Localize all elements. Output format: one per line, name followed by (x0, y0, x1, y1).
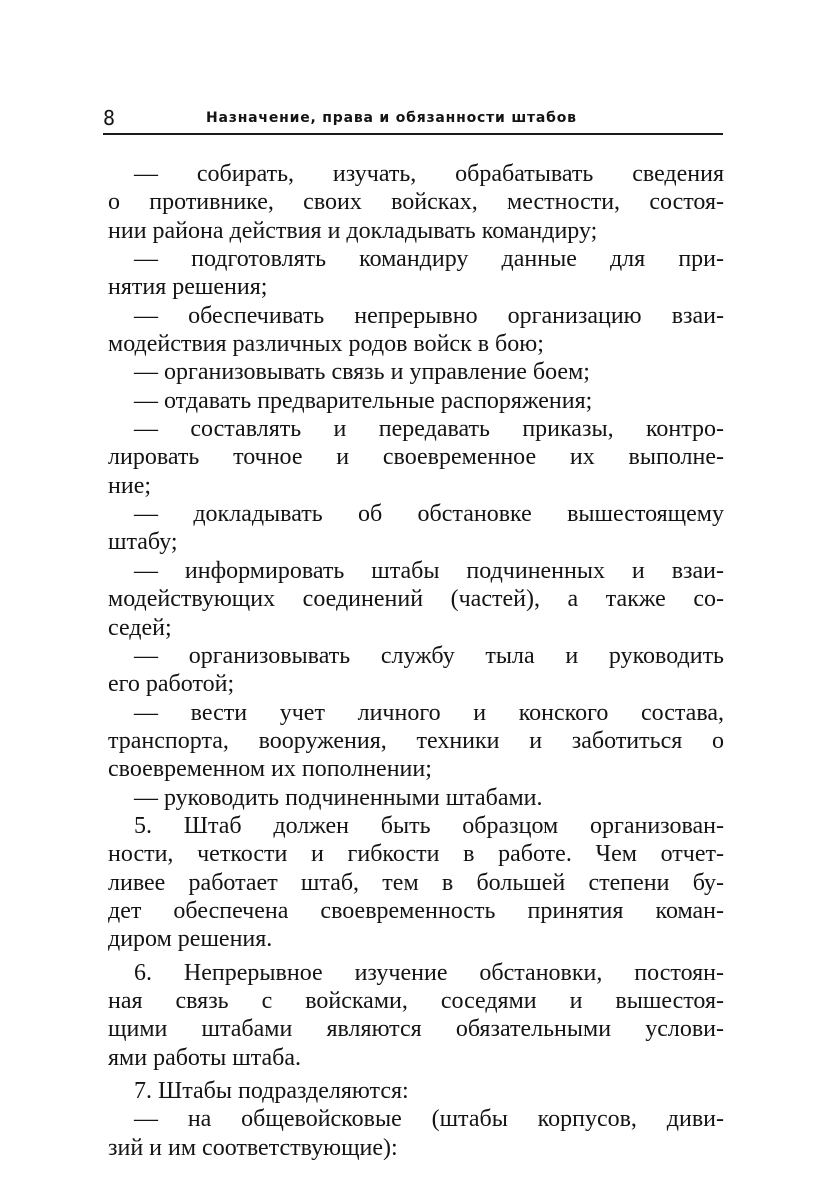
text-line: модействия различных родов войск в бою; (108, 331, 544, 358)
text-line: ние; (108, 472, 152, 499)
text-line: ливее работает штаб, тем в большей степени бу- (108, 869, 724, 896)
text-line: 5. Штаб должен быть образцом организован- (134, 812, 724, 839)
text-line: нятия решения; (108, 274, 268, 301)
text-line: щими штабами являются обязательными услови- (108, 1016, 724, 1043)
page-number: 8 (103, 106, 116, 130)
text-line: штабу; (108, 529, 178, 556)
text-line: транспорта, вооружения, техники и заботиться о (108, 727, 724, 754)
text-line: ная связь с войсками, соседями и вышестоя- (108, 987, 724, 1014)
body-text (108, 160, 724, 1162)
text-line: — информировать штабы подчиненных и взаи- (134, 557, 724, 584)
text-line: зий и им соответствующие): (108, 1134, 398, 1161)
running-head (103, 106, 723, 132)
text-line: 6. Непрерывное изучение обстановки, постоян- (134, 959, 724, 986)
header-rule (103, 133, 723, 135)
text-line: — докладывать об обстановке вышестоящему (134, 501, 724, 528)
text-line: — отдавать предварительные распоряжения; (134, 387, 593, 414)
text-line: — подготовлять командиру данные для при- (134, 246, 724, 273)
text-line: 7. Штабы подразделяются: (134, 1078, 409, 1104)
text-line: диром решения. (108, 926, 273, 953)
text-line: — руководить подчиненными штабами. (134, 784, 543, 811)
text-line: лировать точное и своевременное их выполне- (108, 444, 724, 471)
text-line: — вести учет личного и конского состава, (134, 699, 724, 726)
text-line: — организовывать службу тыла и руководить (134, 642, 724, 669)
text-line: своевременном их пополнении; (108, 756, 432, 783)
text-line: — обеспечивать непрерывно организацию взаи- (134, 302, 724, 329)
text-line: дет обеспечена своевременность принятия коман- (108, 897, 724, 924)
text-line: о противнике, своих войсках, местности, состоя- (108, 189, 724, 216)
text-line: его работой; (108, 671, 235, 698)
running-title: Назначение, права и обязанности штабов (206, 110, 577, 126)
text-line: ями работы штаба. (108, 1044, 302, 1071)
text-line: — собирать, изучать, обрабатывать сведения (134, 161, 724, 187)
text-line: нии района действия и докладывать командиру; (108, 217, 598, 244)
text-line: ности, четкости и гибкости в работе. Чем отчет- (108, 841, 724, 868)
text-line: седей; (108, 614, 172, 641)
text-line: — на общевойсковые (штабы корпусов, диви- (134, 1106, 724, 1133)
text-line: модействующих соединений (частей), а также со- (108, 586, 724, 613)
text-line: — составлять и передавать приказы, контро- (134, 416, 724, 443)
text-line: — организовывать связь и управление боем; (134, 359, 590, 386)
